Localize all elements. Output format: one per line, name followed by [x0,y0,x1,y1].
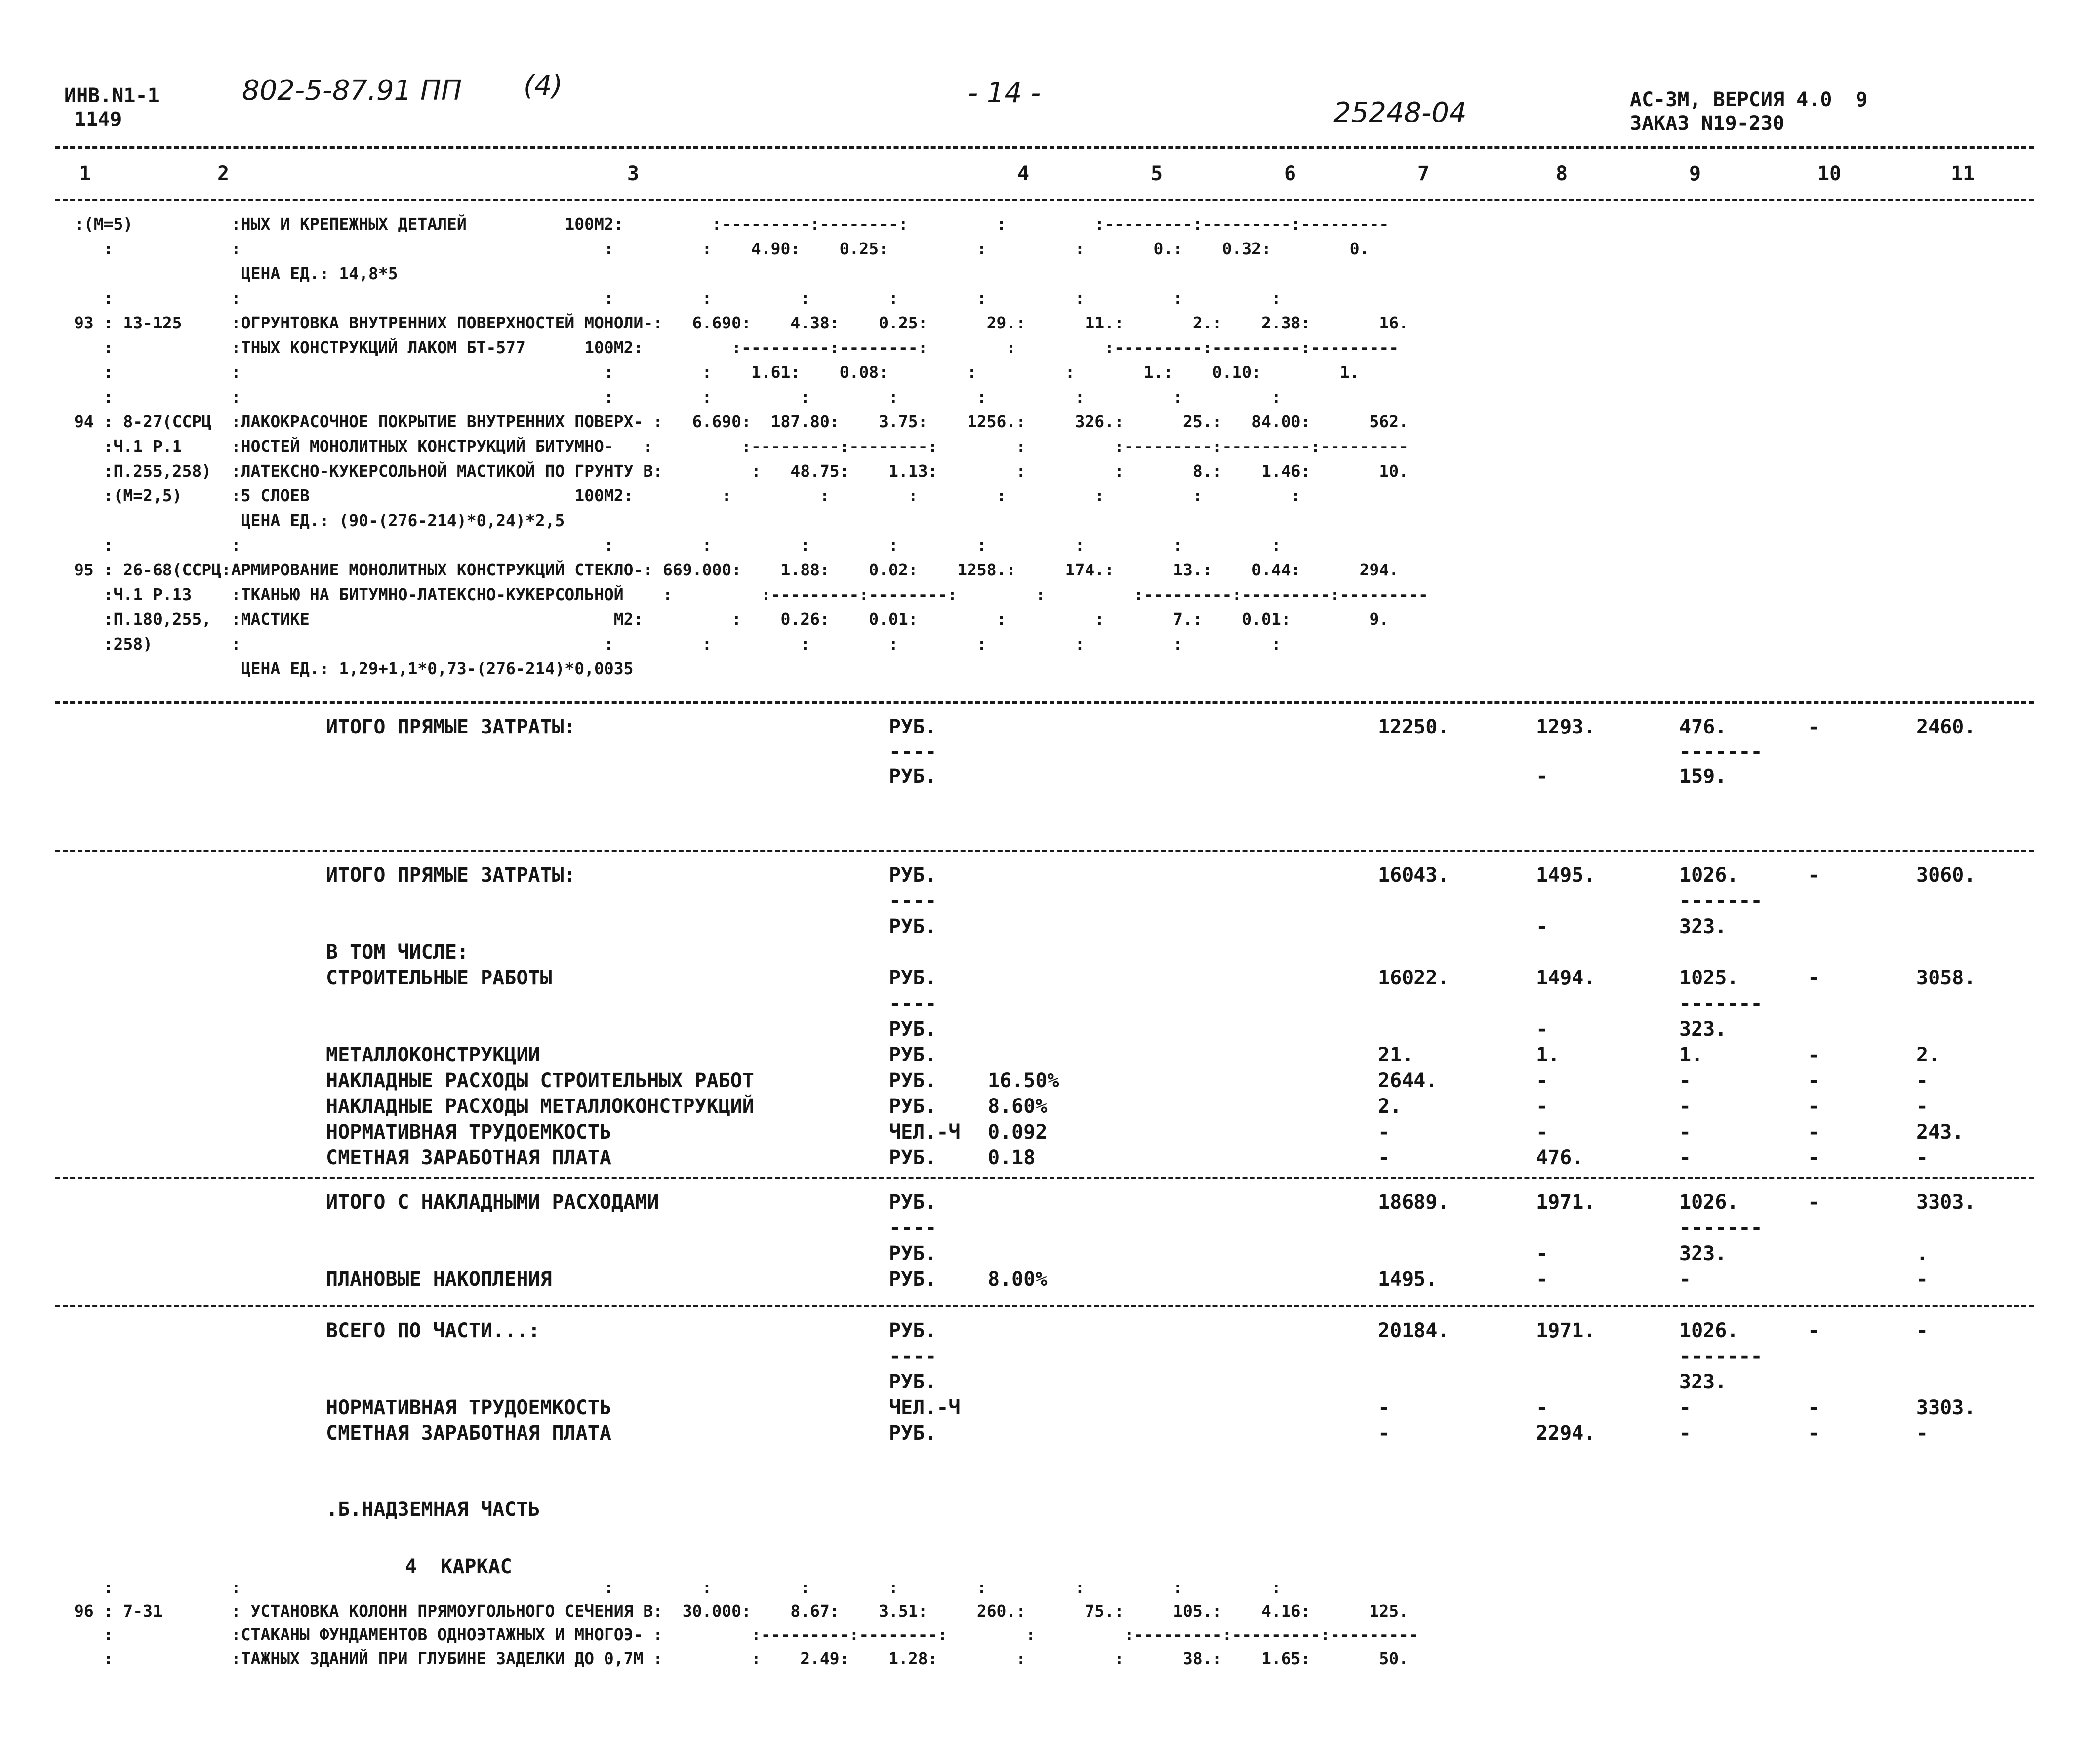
table-row: :(M=5) :НЫХ И КРЕПЕЖНЫХ ДЕТАЛЕЙ 100М2: :---------:--------: : :---------:---------:--------- [74,214,1389,234]
total-unit: РУБ. [889,716,937,738]
total-value: - [1808,1191,1820,1214]
total-value: 2294. [1536,1422,1596,1445]
total-value: - [1916,1422,1929,1445]
total-label: ИТОГО ПРЯМЫЕ ЗАТРАТЫ: [326,716,576,738]
total-value: - [1916,1146,1929,1169]
total-value: 476. [1536,1146,1584,1169]
total-value: - [1536,915,1548,938]
column-header: 4 [1017,163,1030,185]
total-label: ПЛАНОВЫЕ НАКОПЛЕНИЯ [326,1268,552,1291]
total-value: 323. [1679,1018,1727,1041]
total-value: 1494. [1536,967,1596,989]
column-header: 7 [1417,163,1430,185]
total-value: - [1916,1069,1929,1092]
total-unit: РУБ. [889,1319,937,1342]
total-unit: ---- [889,740,937,763]
divider [55,146,2034,149]
total-value: 18689. [1378,1191,1450,1214]
order-number: ЗАКАЗ N19-230 [1630,112,1785,135]
table-row: : : : : 4.90: 0.25: : : 0.: 0.32: 0. [74,239,1370,258]
total-value: 3303. [1916,1191,1976,1214]
total-value: - [1808,1069,1820,1092]
total-value: 1971. [1536,1319,1596,1342]
table-row: : : : : : : : : : : [74,387,1281,407]
document-part: (4) [524,70,563,102]
total-value: 2460. [1916,716,1976,738]
total-value: 20184. [1378,1319,1450,1342]
inventory-label: ИНВ.N1-1 [64,84,160,107]
total-value: 16.50% [988,1069,1059,1092]
total-value: ------- [1679,1345,1763,1368]
total-unit: РУБ. [889,1268,937,1291]
total-unit: ЧЕЛ.-Ч [889,1396,961,1419]
total-value: - [1916,1319,1929,1342]
total-value: 8.60% [988,1095,1048,1118]
total-label: НАКЛАДНЫЕ РАСХОДЫ МЕТАЛЛОКОНСТРУКЦИЙ [326,1095,754,1118]
total-unit: РУБ. [889,1146,937,1169]
table-row: : :ТАЖНЫХ ЗДАНИЙ ПРИ ГЛУБИНЕ ЗАДЕЛКИ ДО 0,7М : : 2.49: 1.28: : : 38.: 1.65: 50. [74,1649,1409,1668]
total-value: 159. [1679,765,1727,788]
total-label: МЕТАЛЛОКОНСТРУКЦИИ [326,1044,540,1066]
total-value: - [1808,967,1820,989]
table-row: : : : : : : : : : : [74,288,1281,308]
total-value: 1971. [1536,1191,1596,1214]
table-row: : : : : : : : : : : [74,1578,1281,1597]
table-row: : :СТАКАНЫ ФУНДАМЕНТОВ ОДНОЭТАЖНЫХ И МНОГОЭ- : :---------:--------: : :---------:---------:--------- [74,1625,1418,1644]
document-code: 802-5-87.91 ПП [242,75,462,107]
total-unit: РУБ. [889,1018,937,1041]
total-value: 3060. [1916,864,1976,887]
total-value: 1. [1536,1044,1560,1066]
total-unit: РУБ. [889,967,937,989]
section-title: .Б.НАДЗЕМНАЯ ЧАСТЬ [326,1498,540,1521]
total-unit: ---- [889,890,937,912]
total-label: ИТОГО С НАКЛАДНЫМИ РАСХОДАМИ [326,1191,659,1214]
total-value: - [1679,1095,1692,1118]
total-label: СМЕТНАЯ ЗАРАБОТНАЯ ПЛАТА [326,1422,611,1445]
total-value: 3058. [1916,967,1976,989]
total-value: 1026. [1679,1191,1739,1214]
total-unit: ---- [889,992,937,1015]
total-value: 2644. [1378,1069,1438,1092]
table-row: ЦЕНА ЕД.: (90-(276-214)*0,24)*2,5 [74,511,565,530]
total-value: 2. [1916,1044,1940,1066]
table-row: : : : : : : : : : : [74,535,1281,555]
subsection-title: 4 КАРКАС [405,1555,512,1578]
total-value: 243. [1916,1121,1964,1143]
total-value: - [1808,1044,1820,1066]
total-value: - [1536,1268,1548,1291]
table-row: : : : : 1.61: 0.08: : : 1.: 0.10: 1. [74,363,1360,382]
table-row: :Ч.1 Р.1 :НОСТЕЙ МОНОЛИТНЫХ КОНСТРУКЦИЙ БИТУМНО- : :---------:--------: : :---------:---------:--------- [74,437,1409,456]
total-unit: ---- [889,1345,937,1368]
column-header: 1 [79,163,91,185]
total-label: СМЕТНАЯ ЗАРАБОТНАЯ ПЛАТА [326,1146,611,1169]
column-header: 11 [1951,163,1975,185]
total-label: НАКЛАДНЫЕ РАСХОДЫ СТРОИТЕЛЬНЫХ РАБОТ [326,1069,754,1092]
total-unit: РУБ. [889,1069,937,1092]
divider [55,1177,2034,1179]
table-row: 95 : 26-68(ССРЦ:АРМИРОВАНИЕ МОНОЛИТНЫХ КОНСТРУКЦИЙ СТЕКЛО-: 669.000: 1.88: 0.02: 1258.: 174.: 13.: 0.44: 294. [74,560,1399,579]
total-label: В ТОМ ЧИСЛЕ: [326,941,469,964]
total-value: 1025. [1679,967,1739,989]
total-value: . [1916,1242,1929,1265]
total-label: ВСЕГО ПО ЧАСТИ...: [326,1319,540,1342]
total-value: ------- [1679,890,1763,912]
table-row: 94 : 8-27(ССРЦ :ЛАКОКРАСОЧНОЕ ПОКРЫТИЕ ВНУТРЕННИХ ПОВЕРХ- : 6.690: 187.80: 3.75: 1256.: 326.: 25.: 84.00: 562. [74,412,1409,431]
column-header: 2 [217,163,230,185]
total-unit: РУБ. [889,765,937,788]
total-value: - [1679,1396,1692,1419]
total-value: ------- [1679,992,1763,1015]
divider [55,850,2034,852]
divider [55,701,2034,704]
total-value: - [1536,765,1548,788]
total-value: 1026. [1679,864,1739,887]
column-header: 9 [1689,163,1701,185]
total-unit: РУБ. [889,864,937,887]
total-unit: РУБ. [889,915,937,938]
total-value: - [1378,1396,1390,1419]
total-value: - [1679,1121,1692,1143]
total-unit: РУБ. [889,1191,937,1214]
total-value: - [1536,1018,1548,1041]
total-value: - [1808,1396,1820,1419]
total-unit: РУБ. [889,1371,937,1393]
total-label: ИТОГО ПРЯМЫЕ ЗАТРАТЫ: [326,864,576,887]
total-value: - [1808,1146,1820,1169]
total-unit: РУБ. [889,1242,937,1265]
total-value: - [1378,1422,1390,1445]
total-value: - [1808,1422,1820,1445]
total-value: - [1536,1242,1548,1265]
total-value: - [1536,1121,1548,1143]
total-value: 476. [1679,716,1727,738]
total-value: - [1679,1069,1692,1092]
column-header: 6 [1284,163,1296,185]
total-value: 16043. [1378,864,1450,887]
total-value: 1026. [1679,1319,1739,1342]
total-value: - [1808,1095,1820,1118]
table-row: :Ч.1 Р.13 :ТКАНЬЮ НА БИТУМНО-ЛАТЕКСНО-КУКЕРСОЛЬНОЙ : :---------:--------: : :---------:---------:--------- [74,585,1428,604]
total-value: - [1808,716,1820,738]
total-value: 0.18 [988,1146,1036,1169]
total-value: - [1679,1422,1692,1445]
table-row: ЦЕНА ЕД.: 14,8*5 [74,264,398,283]
total-unit: РУБ. [889,1044,937,1066]
total-value: 323. [1679,1242,1727,1265]
total-value: - [1679,1146,1692,1169]
total-value: - [1536,1396,1548,1419]
column-header: 3 [627,163,640,185]
divider [55,1305,2034,1307]
inventory-number: 1149 [74,108,122,131]
total-value: - [1808,1121,1820,1143]
total-unit: РУБ. [889,1422,937,1445]
total-label: НОРМАТИВНАЯ ТРУДОЕМКОСТЬ [326,1121,611,1143]
table-row: :(M=2,5) :5 СЛОЕВ 100М2: : : : : : : : [74,486,1301,505]
column-header: 5 [1151,163,1163,185]
total-label: СТРОИТЕЛЬНЫЕ РАБОТЫ [326,967,552,989]
total-value: 16022. [1378,967,1450,989]
total-value: 1495. [1536,864,1596,887]
total-label: НОРМАТИВНАЯ ТРУДОЕМКОСТЬ [326,1396,611,1419]
total-value: 8.00% [988,1268,1048,1291]
total-value: 21. [1378,1044,1414,1066]
total-value: - [1916,1095,1929,1118]
table-row: :258) : : : : : : : : : [74,634,1281,653]
column-header: 8 [1556,163,1568,185]
total-value: 2. [1378,1095,1402,1118]
total-unit: РУБ. [889,1095,937,1118]
table-row: ЦЕНА ЕД.: 1,29+1,1*0,73-(276-214)*0,0035 [74,659,634,678]
page-number: - 14 - [968,77,1041,109]
total-value: - [1378,1121,1390,1143]
order-code-handwritten: 25248-04 [1333,97,1467,129]
total-value: 3303. [1916,1396,1976,1419]
table-row: : :ТНЫХ КОНСТРУКЦИЙ ЛАКОМ БТ-577 100М2: :---------:--------: : :---------:---------:--------- [74,338,1399,357]
total-value: 1293. [1536,716,1596,738]
total-value: 12250. [1378,716,1450,738]
total-value: 323. [1679,1371,1727,1393]
table-row: 93 : 13-125 :ОГРУНТОВКА ВНУТРЕННИХ ПОВЕРХНОСТЕЙ МОНОЛИ-: 6.690: 4.38: 0.25: 29.: 11.: 2.: 2.38: 16. [74,313,1409,332]
total-value: - [1536,1095,1548,1118]
divider [55,199,2034,201]
total-value: ------- [1679,740,1763,763]
total-value: - [1679,1268,1692,1291]
total-value: 323. [1679,915,1727,938]
total-unit: ЧЕЛ.-Ч [889,1121,961,1143]
total-value: 0.092 [988,1121,1048,1143]
total-unit: ---- [889,1217,937,1239]
program-version: АС-3М, ВЕРСИЯ 4.0 9 [1630,88,1868,111]
total-value: - [1916,1268,1929,1291]
total-value: - [1536,1069,1548,1092]
total-value: - [1808,864,1820,887]
table-row: :П.255,258) :ЛАТЕКСНО-КУКЕРСОЛЬНОЙ МАСТИКОЙ ПО ГРУНТУ В: : 48.75: 1.13: : : 8.: 1.46: 10. [74,461,1409,481]
table-row: 96 : 7-31 : УСТАНОВКА КОЛОНН ПРЯМОУГОЛЬНОГО СЕЧЕНИЯ В: 30.000: 8.67: 3.51: 260.: 75.: 105.: 4.16: 125. [74,1601,1409,1621]
table-row: :П.180,255, :МАСТИКЕ М2: : 0.26: 0.01: : : 7.: 0.01: 9. [74,610,1389,629]
total-value: 1. [1679,1044,1703,1066]
total-value: ------- [1679,1217,1763,1239]
total-value: 1495. [1378,1268,1438,1291]
total-value: - [1808,1319,1820,1342]
column-header: 10 [1817,163,1842,185]
total-value: - [1378,1146,1390,1169]
